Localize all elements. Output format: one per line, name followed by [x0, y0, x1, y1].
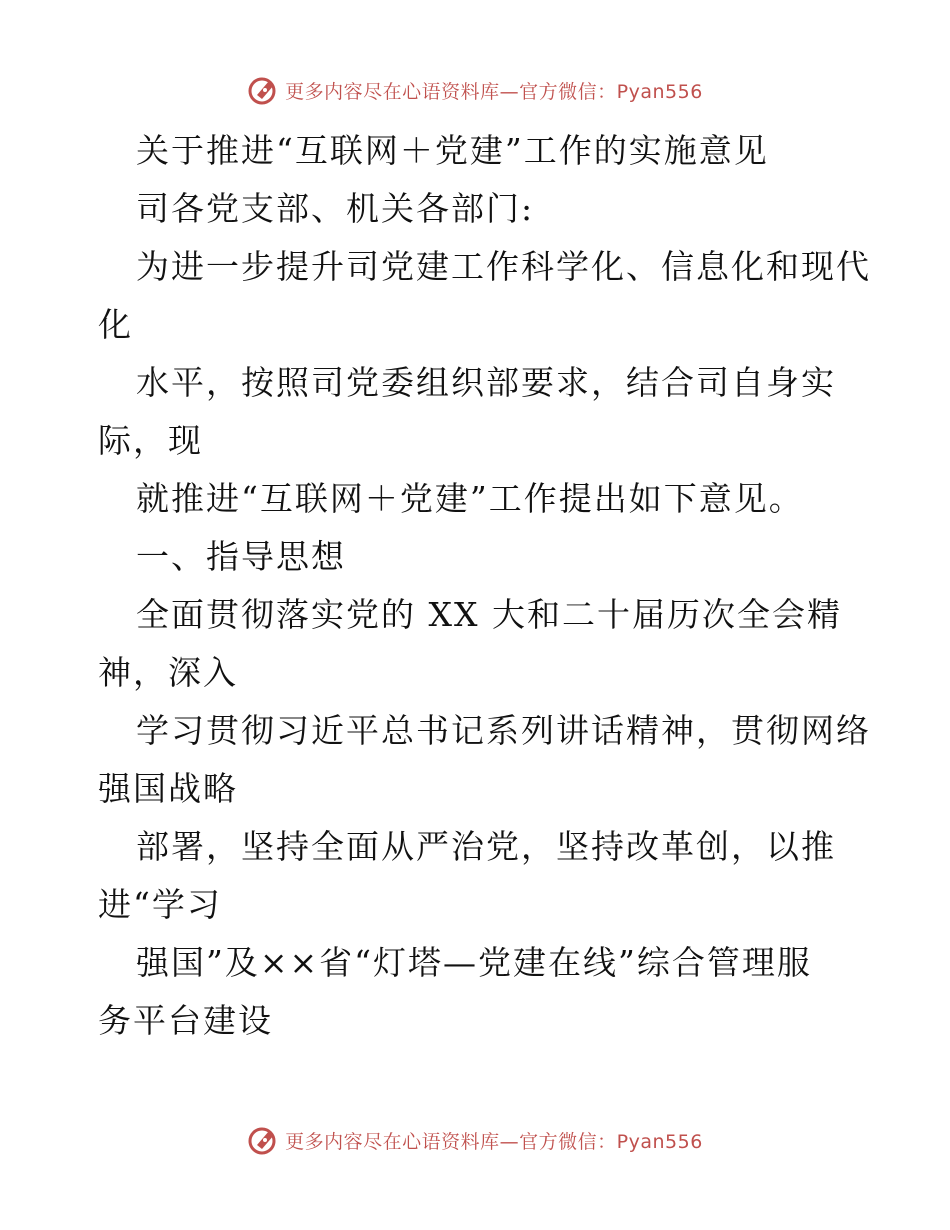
footer-banner [0, 1120, 950, 1160]
footer-banner-text: 更多内容尽在心语资料库—官方微信：Pyan556 [285, 1130, 703, 1153]
document-line: 强国”及××省“灯塔—党建在线”综合管理服 [136, 943, 812, 982]
document-line: 学习贯彻习近平总书记系列讲话精神，贯彻网络 [136, 711, 871, 750]
pen-nib-circle-icon [247, 1123, 281, 1157]
document-line: 全面贯彻落实党的 XX 大和二十届历次全会精 [136, 595, 842, 634]
document-line: 就推进“互联网＋党建”工作提出如下意见。 [136, 479, 804, 518]
document-line: 务平台建设 [98, 1001, 273, 1040]
document-body [98, 122, 871, 1050]
document-line: 进“学习 [98, 885, 222, 924]
document-line: 关于推进“互联网＋党建”工作的实施意见 [136, 131, 769, 170]
document-line: 水平，按照司党委组织部要求，结合司自身实 [136, 363, 836, 402]
header-banner-text: 更多内容尽在心语资料库—官方微信：Pyan556 [285, 80, 703, 103]
document-line: 为进一步提升司党建工作科学化、信息化和现代 [136, 247, 871, 286]
pen-nib-circle-icon [247, 73, 281, 107]
document-line: 司各党支部、机关各部门: [136, 189, 535, 228]
document-line: 强国战略 [98, 769, 238, 808]
document-line: 一、指导思想 [136, 537, 346, 576]
document-line: 化 [98, 305, 133, 344]
document-line: 部署，坚持全面从严治党，坚持改革创，以推 [136, 827, 836, 866]
document-line: 神，深入 [98, 653, 238, 692]
header-banner [0, 70, 950, 110]
document-line: 际，现 [98, 421, 203, 460]
